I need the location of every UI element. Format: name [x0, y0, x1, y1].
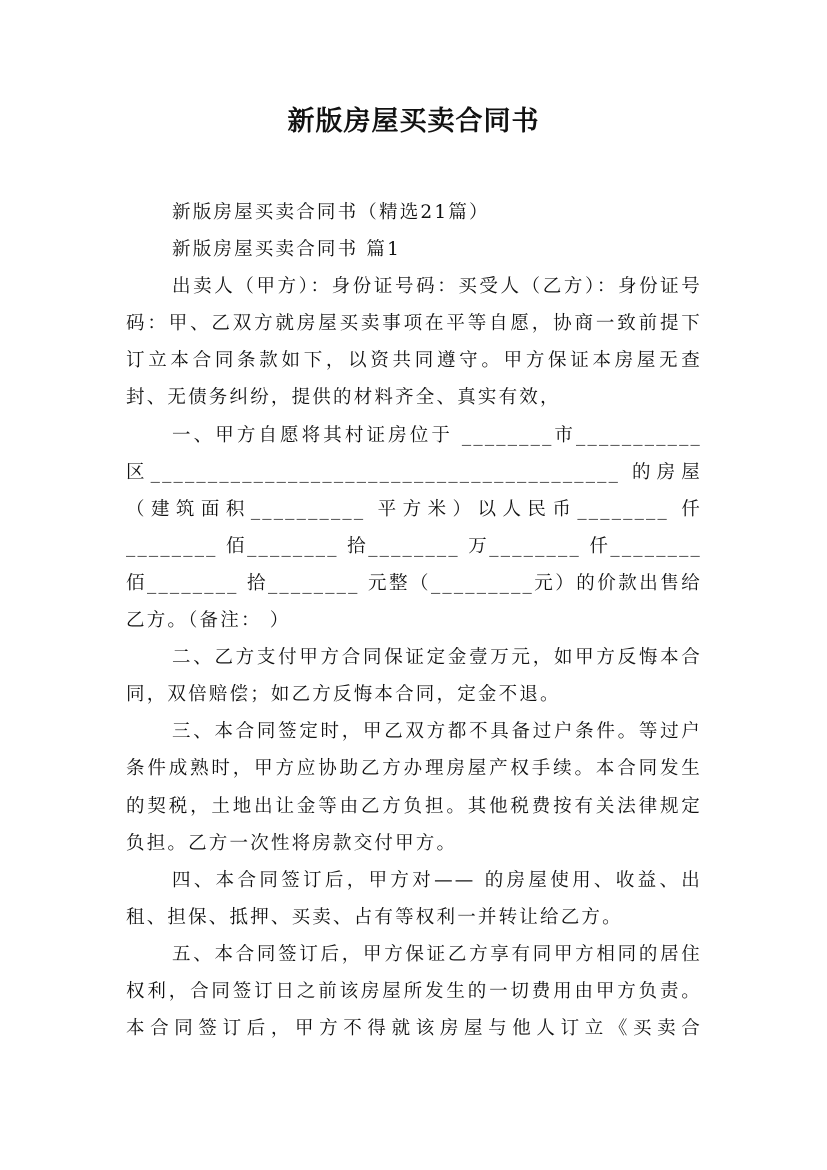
paragraph-clause-2: 二、乙方支付甲方合同保证定金壹万元，如甲方反悔本合同，双倍赔偿；如乙方反悔本合同，定金不退。 [126, 647, 702, 706]
paragraph-clause-3: 三、本合同签定时，甲乙双方都不具备过户条件。等过户条件成熟时，甲方应协助乙方办理房屋产权手续。本合同发生的契税，土地出让金等由乙方负担。其他税费按有关法律规定负担。乙方一次性将房款交付甲方。 [126, 721, 702, 854]
document-title: 新版房屋买卖合同书 [287, 106, 540, 137]
paragraph-clause-5: 五、本合同签订后，甲方保证乙方享有同甲方相同的居住权利，合同签订日之前该房屋所发生的一切费用由甲方负责。本合同签订后，甲方不得就该房屋与他人订立《买卖合 [126, 943, 702, 1040]
paragraph-parties: 出卖人（甲方）：身份证号码：买受人（乙方）：身份证号码：甲、乙双方就房屋买卖事项在平等自愿，协商一致前提下订立本合同条款如下，以资共同遵守。甲方保证本房屋无查封、无债务纠纷，提供的材料齐全、真实有效， [126, 276, 702, 409]
paragraph-clause-4: 四、本合同签订后，甲方对—— 的房屋使用、收益、出租、担保、抵押、买卖、占有等权利一并转让给乙方。 [126, 869, 702, 928]
paragraph-article-heading: 新版房屋买卖合同书 篇1 [172, 239, 402, 261]
paragraph-collection-title: 新版房屋买卖合同书（精选21篇） [172, 202, 490, 223]
paragraph-clause-1: 一、甲方自愿将其村证房位于 ________市___________区_________________________________________ 的房屋（建筑面积__________ 平方米）以人民币________ 仟________ 佰________ 拾________ 万________ 仟________ 佰________ 拾________ 元整（_________元）的价款出售给乙方。（备注： ） [126, 424, 702, 632]
document-body [126, 194, 702, 1047]
